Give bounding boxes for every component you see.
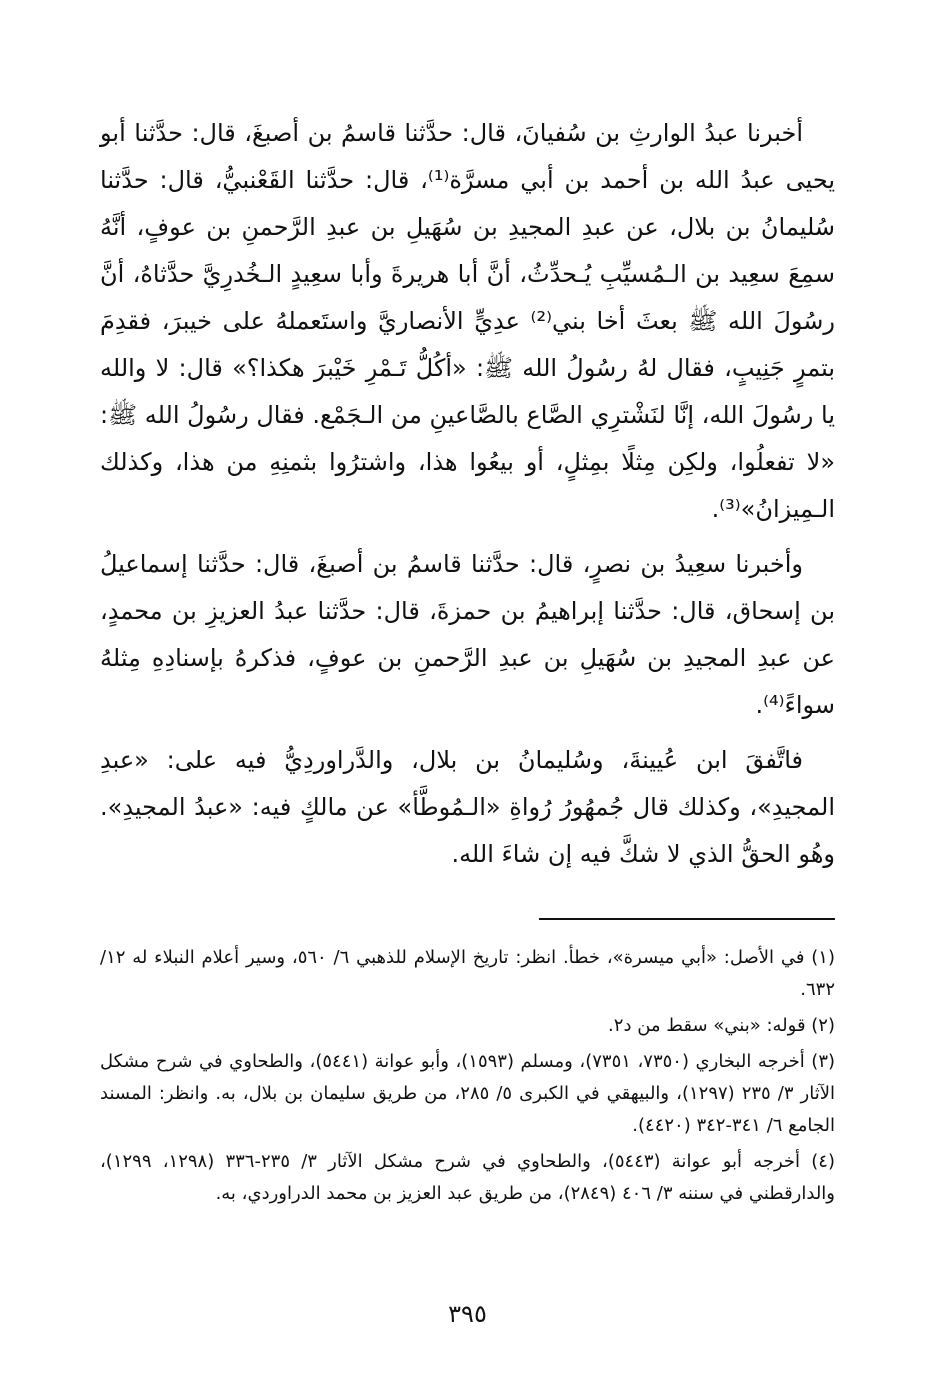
paragraph: فاتَّفقَ ابن عُيينةَ، وسُليمانُ بن بلال، والدَّراوردِيُّ فيه على: «عبدِ المجيدِ»، وكذلك قال جُمهُورُ رُواةِ «الـمُوطَّأ» عن مالكٍ فيه: «عبدُ المجيدِ». وهُو الحقُّ الذي لا شكَّ فيه إن شاءَ الله.: [100, 746, 835, 868]
footnote: (٤) أخرجه أبو عوانة (٥٤٤٣)، والطحاوي في شرح مشكل الآثار ٣/ ٢٣٥-٣٣٦ (١٢٩٨، ١٢٩٩)، والدارقطني في سننه ٣/ ٤٠٦ (٢٨٤٩)، من طريق عبد العزيز بن محمد الدراوردي، به.: [100, 1151, 835, 1204]
page-number: ٣٩٥: [448, 1300, 487, 1328]
footnote: (٢) قوله: «بني» سقط من د٢.: [608, 1015, 835, 1036]
footnote: (٣) أخرجه البخاري (٧٣٥٠، ٧٣٥١)، ومسلم (١٥٩٣)، وأبو عوانة (٥٤٤١)، والطحاوي في شرح مشكل الآثار ٣/ ٢٣٥ (١٢٩٧)، والبيهقي في الكبرى ٥/ ٢٨٥، من طريق سليمان بن بلال، به. وانظر: المسند الجامع ٦/ ٣٤١-٣٤٢ (٤٤٢٠).: [100, 1051, 836, 1136]
main-text: [100, 110, 835, 886]
paragraph: أخبرنا عبدُ الوارثِ بن سُفيانَ، قال: حدَّثنا قاسمُ بن أصبغَ، قال: حدَّثنا أبو يحيى عبدُ الله بن أحمد بن أبي مسرَّة⁽¹⁾، قال: حدَّثنا القَعْنبيُّ، قال: حدَّثنا سُليمانُ بن بلال، عن عبدِ المجيدِ بن سُهَيلِ بن عبدِ الرَّحمنِ بن عوفٍ، أنَّهُ سمِعَ سعِيد بن الـمُسيِّبِ يُـحدِّثُ، أنَّ أبا هريرةَ وأبا سعِيدٍ الـخُدرِيَّ حدَّثاهُ، أنَّ رسُولَ الله ﷺ بعثَ أخا بني⁽²⁾ عدِيٍّ الأنصاريَّ واستَعملهُ على خيبرَ، فقدِمَ بتمرٍ جَنِيبٍ، فقال لهُ رسُولُ الله ﷺ: «أكُلُّ تَـمْرِ خَيْبرَ هكذا؟» قال: لا والله يا رسُولَ الله، إنَّا لنَشْترِي الصَّاع بالصَّاعينِ من الـجَمْع. فقال رسُولُ الله ﷺ: «لا تفعلُوا، ولكِن مِثلًا بمِثلٍ، أو بيعُوا هذا، واشترُوا بثمنِهِ من هذا، وكذلك الـمِيزانُ»⁽³⁾.: [100, 119, 835, 523]
paragraph: وأخبرنا سعِيدُ بن نصرٍ، قال: حدَّثنا قاسمُ بن أصبغَ، قال: حدَّثنا إسماعيلُ بن إسحاق، قال: حدَّثنا إبراهيمُ بن حمزةَ، قال: حدَّثنا عبدُ العزيزِ بن محمدٍ، عن عبدِ المجيدِ بن سُهَيلِ بن عبدِ الرَّحمنِ بن عوفٍ، فذكرهُ بإسنادِهِ مِثلهُ سواءً⁽⁴⁾.: [100, 550, 835, 719]
footnote: (١) في الأصل: «أبي ميسرة»، خطأ. انظر: تاريخ الإسلام للذهبي ٦/ ٥٦٠، وسير أعلام النبلاء له ١٢/ ٦٣٢.: [100, 947, 835, 1000]
footnotes: [100, 942, 835, 1214]
footnote-divider: [539, 918, 835, 920]
book-page: [100, 100, 835, 1330]
